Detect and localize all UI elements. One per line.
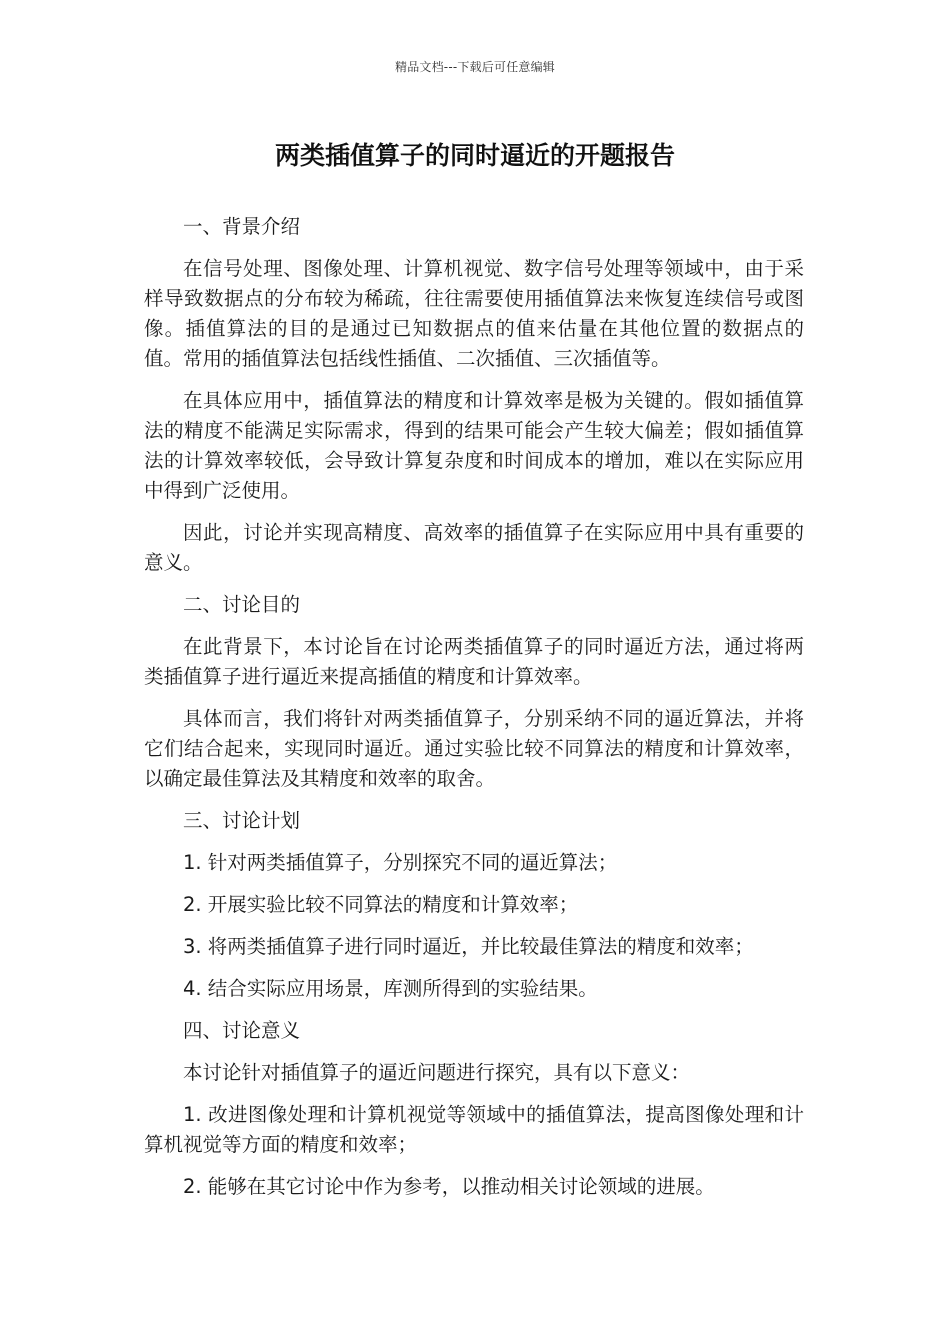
header-note: 精品文档---下载后可任意编辑 bbox=[395, 60, 555, 74]
paragraph-background-1: 在信号处理、图像处理、计算机视觉、数字信号处理等领域中，由于采样导致数据点的分布较为稀疏，往往需要使用插值算法来恢复连续信号或图像。插值算法的目的是通过已知数据点的值来估量在其他位置的数据点的值。常用的插值算法包括线性插值、二次插值、三次插值等。 bbox=[144, 257, 804, 370]
plan-item-1: 1. 针对两类插值算子，分别探究不同的逼近算法； bbox=[183, 851, 618, 874]
significance-item-2: 2. 能够在其它讨论中作为参考，以推动相关讨论领域的进展。 bbox=[183, 1175, 715, 1198]
document-body bbox=[144, 212, 804, 1214]
section-heading-purpose: 二、讨论目的 bbox=[183, 593, 301, 616]
significance-item-1: 1. 改进图像处理和计算机视觉等领域中的插值算法，提高图像处理和计算机视觉等方面的精度和效率； bbox=[144, 1103, 804, 1156]
significance-intro: 本讨论针对插值算子的逼近问题进行探究，具有以下意义： bbox=[183, 1061, 691, 1084]
plan-item-2: 2. 开展实验比较不同算法的精度和计算效率； bbox=[183, 893, 579, 916]
section-heading-background: 一、背景介绍 bbox=[183, 215, 301, 238]
plan-item-3: 3. 将两类插值算子进行同时逼近，并比较最佳算法的精度和效率； bbox=[183, 935, 754, 958]
plan-item-4: 4. 结合实际应用场景，库测所得到的实验结果。 bbox=[183, 977, 598, 1000]
section-heading-plan: 三、讨论计划 bbox=[183, 809, 301, 832]
document-title: 两类插值算子的同时逼近的开题报告 bbox=[274, 141, 675, 170]
paragraph-background-2: 在具体应用中，插值算法的精度和计算效率是极为关键的。假如插值算法的精度不能满足实际需求，得到的结果可能会产生较大偏差；假如插值算法的计算效率较低，会导致计算复杂度和时间成本的增加，难以在实际应用中得到广泛使用。 bbox=[144, 389, 804, 502]
paragraph-background-3: 因此，讨论并实现高精度、高效率的插值算子在实际应用中具有重要的意义。 bbox=[144, 521, 804, 574]
section-heading-significance: 四、讨论意义 bbox=[183, 1019, 301, 1042]
paragraph-purpose-2: 具体而言，我们将针对两类插值算子，分别采纳不同的逼近算法，并将它们结合起来，实现同时逼近。通过实验比较不同算法的精度和计算效率，以确定最佳算法及其精度和效率的取舍。 bbox=[144, 707, 804, 790]
paragraph-purpose-1: 在此背景下，本讨论旨在讨论两类插值算子的同时逼近方法，通过将两类插值算子进行逼近来提高插值的精度和计算效率。 bbox=[144, 635, 804, 688]
